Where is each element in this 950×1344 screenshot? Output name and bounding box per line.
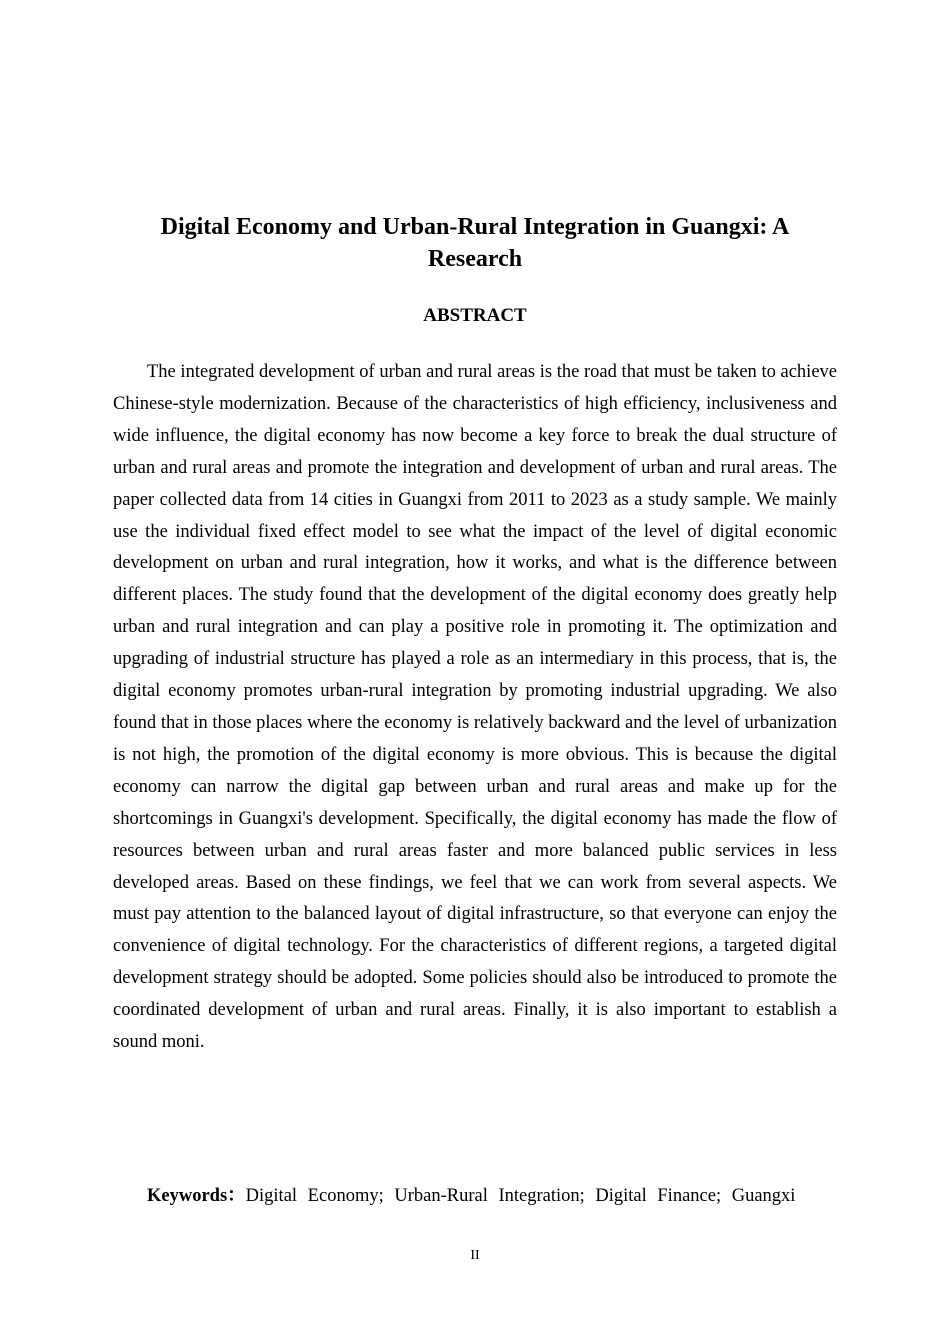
abstract-body: The integrated development of urban and rural areas is the road that must be taken to achieve Chinese-style modernization. Because of the characteristics of high efficiency, inclusiveness and wide influence, the digital economy has now become a key force to break the dual structure of urban and rural areas and promote the integration and development of urban and rural areas. The paper collected data from 14 cities in Guangxi from 2011 to 2023 as a study sample. We mainly use the individual fixed effect model to see what the impact of the level of digital economic development on urban and rural integration, how it works, and what is the difference between different places. The study found that the development of the digital economy does greatly help urban and rural integration and can play a positive role in promoting it. The optimization and upgrading of industrial structure has played a role as an intermediary in this process, that is, the digital economy promotes urban-rural integration by promoting industrial upgrading. We also found that in those places where the economy is relatively backward and the level of urbanization is not high, the promotion of the digital economy is more obvious. This is because the digital economy can narrow the digital gap between urban and rural areas and make up for the shortcomings in Guangxi's development. Specifically, the digital economy has made the flow of resources between urban and rural areas faster and more balanced public services in less developed areas. Based on these findings, we feel that we can work from several aspects. We must pay attention to the balanced layout of digital infrastructure, so that everyone can enjoy the convenience of digital technology. For the characteristics of different regions, a targeted digital development strategy should be adopted. Some policies should also be introduced to promote the coordinated development of urban and rural areas. Finally, it is also important to establish a sound moni.	[113, 362, 837, 1053]
abstract-heading: ABSTRACT	[423, 305, 527, 326]
paper-title: Digital Economy and Urban-Rural Integration in Guangxi: A Research	[160, 214, 790, 272]
keywords-label: Keywords：	[147, 1186, 246, 1206]
page-number: II	[470, 1248, 480, 1263]
keywords-list: Digital Economy; Urban-Rural Integration; Digital Finance; Guangxi	[245, 1186, 796, 1206]
keywords-line	[147, 1181, 837, 1211]
